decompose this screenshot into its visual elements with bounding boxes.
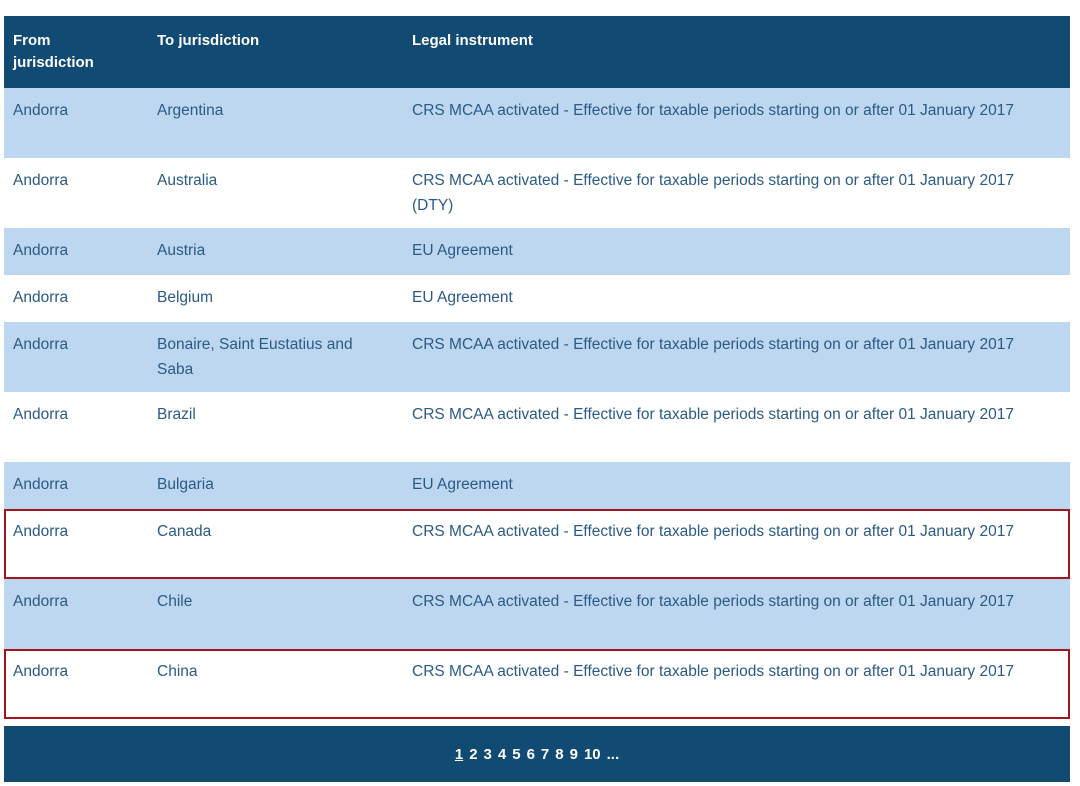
page-link-4[interactable]: 4 (497, 745, 507, 763)
cell-from: Andorra (13, 523, 69, 540)
cell-instrument: CRS MCAA activated - Effective for taxable periods starting on or after 01 January 2017 (412, 336, 1014, 353)
cell-from: Andorra (13, 289, 69, 306)
table-row (4, 88, 1070, 158)
cell-instrument: CRS MCAA activated - Effective for taxable periods starting on or after 01 January 2017 (412, 406, 1014, 423)
table-row (4, 275, 1070, 322)
cell-from: Andorra (13, 336, 69, 353)
cell-to: Austria (157, 242, 206, 259)
table-row (4, 158, 1070, 228)
table-row (4, 579, 1070, 649)
page-link-5[interactable]: 5 (512, 745, 521, 763)
cell-to: Canada (157, 523, 212, 540)
table-row-highlighted (4, 509, 1070, 579)
cell-to: Bonaire, Saint Eustatius and Saba (157, 336, 353, 378)
page-link-10[interactable]: 10 (583, 745, 601, 763)
cell-to: Argentina (157, 102, 224, 119)
page-link-more[interactable]: ... (606, 745, 620, 763)
cell-from: Andorra (13, 242, 69, 259)
cell-from: Andorra (13, 663, 69, 680)
pagination-bar (4, 726, 1070, 782)
cell-instrument: CRS MCAA activated - Effective for taxable periods starting on or after 01 January 2017 (412, 102, 1014, 119)
table-header (4, 16, 1070, 88)
page-link-2[interactable]: 2 (469, 745, 478, 763)
cell-to: Belgium (157, 289, 213, 306)
cell-from: Andorra (13, 102, 69, 119)
page-link-6[interactable]: 6 (526, 745, 535, 763)
exchange-relationships-table (4, 16, 1070, 782)
cell-to: Chile (157, 593, 193, 610)
header-legal-instrument[interactable]: Legal instrument (412, 32, 533, 49)
cell-from: Andorra (13, 476, 69, 493)
table-row (4, 228, 1070, 275)
page-link-8[interactable]: 8 (555, 745, 564, 763)
header-from-jurisdiction[interactable]: From jurisdiction (13, 32, 94, 71)
cell-from: Andorra (13, 406, 69, 423)
header-to-jurisdiction[interactable]: To jurisdiction (157, 32, 260, 49)
cell-to: Australia (157, 172, 218, 189)
cell-instrument: CRS MCAA activated - Effective for taxable periods starting on or after 01 January 2017 (412, 523, 1014, 540)
cell-from: Andorra (13, 172, 69, 189)
cell-to: China (157, 663, 198, 680)
cell-instrument: EU Agreement (412, 242, 513, 259)
cell-from: Andorra (13, 593, 69, 610)
cell-instrument: CRS MCAA activated - Effective for taxable periods starting on or after 01 January 2017 (DTY) (412, 172, 1014, 214)
page-link-7[interactable]: 7 (540, 745, 550, 763)
page-link-3[interactable]: 3 (483, 745, 492, 763)
cell-instrument: CRS MCAA activated - Effective for taxable periods starting on or after 01 January 2017 (412, 593, 1014, 610)
cell-instrument: CRS MCAA activated - Effective for taxable periods starting on or after 01 January 2017 (412, 663, 1014, 680)
table-row (4, 462, 1070, 509)
cell-to: Bulgaria (157, 476, 214, 493)
table-row (4, 322, 1070, 392)
cell-instrument: EU Agreement (412, 476, 513, 493)
cell-instrument: EU Agreement (412, 289, 513, 306)
cell-to: Brazil (157, 406, 196, 423)
page-link-1[interactable]: 1 (454, 745, 464, 763)
table-row (4, 392, 1070, 462)
page-link-9[interactable]: 9 (569, 745, 578, 763)
table-row-highlighted (4, 649, 1070, 719)
